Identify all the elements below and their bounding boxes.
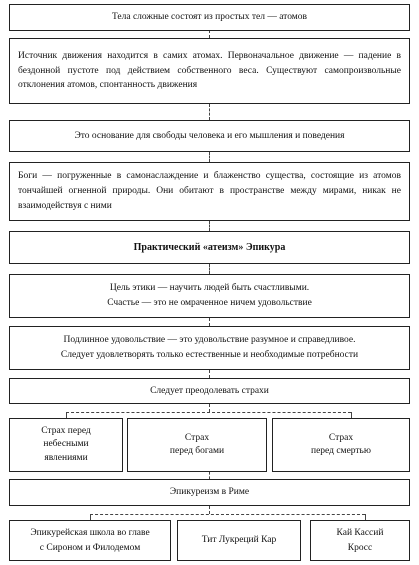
box-epicureanism-rome: [9, 479, 410, 506]
box-fear-celestial: [9, 418, 123, 472]
connector-fears-horizontal: [66, 412, 351, 413]
box-rome-lucretius-text: Тит Лукреций Кар: [201, 535, 277, 546]
box-gods: [9, 162, 410, 221]
box-gods-text: Боги — погруженные в самонаслаждение и блаженство существа, состоящие из атомов тончайшей огненной природы. Они обитают в пространстве между мирами, никак не взаимодействуя с ними: [18, 171, 401, 211]
box-rome-lucretius: [177, 520, 301, 561]
box-true-pleasure: [9, 326, 410, 370]
box-rome-school-line1: Эпикурейская школа во главе: [30, 528, 150, 539]
box-rome-cassius-line1: Кай Кассий: [336, 528, 384, 539]
box-practical-atheism: [9, 231, 410, 264]
box-fear-gods-line1: Страх: [184, 432, 210, 443]
box-rome-cassius-line2: Кросс: [347, 542, 373, 553]
box-fear-celestial-line1: Страх перед: [41, 426, 91, 437]
connector-5-6: [209, 264, 210, 274]
box-fear-gods: [127, 418, 267, 472]
connector-rome-down: [209, 506, 210, 514]
box-source-of-motion-text: Источник движения находится в самих атомах. Первоначальное движение — падение в бездонной пустоте под действием собственного веса. Существуют самопроизвольные отклонения атомов, спонтанность движения: [18, 50, 401, 91]
box-epicureanism-rome-text: Эпикуреизм в Риме: [169, 487, 250, 498]
box-overcome-fears: [9, 378, 410, 404]
connector-8-fears: [209, 404, 210, 412]
connector-4-5: [209, 221, 210, 231]
connector-3-4: [209, 152, 210, 162]
connector-rome-horizontal: [90, 514, 365, 515]
box-fear-celestial-line3: явлениями: [44, 452, 88, 463]
connector-2-3: [209, 104, 210, 120]
box-ethics-goal-line1: Цель этики — научить людей быть счастливыми.: [109, 283, 310, 294]
box-fear-gods-line2: перед богами: [169, 446, 225, 456]
box-true-pleasure-line1: Подлинное удовольствие — это удовольствие разумное и справедливое.: [63, 335, 356, 346]
box-fear-death-line2: перед смертью: [310, 446, 371, 456]
box-practical-atheism-text: Практический «атеизм» Эпикура: [133, 241, 286, 253]
box-source-of-motion: [9, 38, 410, 104]
box-fear-death: [272, 418, 410, 472]
box-complex-bodies: [9, 4, 410, 31]
box-fear-death-line1: Страх: [328, 432, 354, 443]
box-true-pleasure-line2: Следует удовлетворять только естественные и необходимые потребности: [60, 350, 359, 360]
connector-7-8: [209, 370, 210, 378]
box-freedom-basis-text: Это основание для свободы человека и его мышления и поведения: [74, 130, 345, 141]
box-rome-school-line2: с Сироном и Филодемом: [39, 542, 141, 553]
box-fear-celestial-line2: небесными: [43, 439, 89, 450]
connector-6-7: [209, 318, 210, 326]
box-overcome-fears-text: Следует преодолевать страхи: [150, 385, 269, 396]
box-rome-cassius: [310, 520, 410, 561]
connector-1-2: [209, 30, 210, 38]
box-ethics-goal-line2: Счастье — это не омраченное ничем удовольствие: [107, 298, 312, 308]
box-ethics-goal: [9, 274, 410, 318]
box-rome-school: [9, 520, 171, 561]
connector-fears-rome: [209, 472, 210, 479]
box-complex-bodies-text: Тела сложные состоят из простых тел — атомов: [111, 12, 308, 23]
box-freedom-basis: [9, 120, 410, 152]
